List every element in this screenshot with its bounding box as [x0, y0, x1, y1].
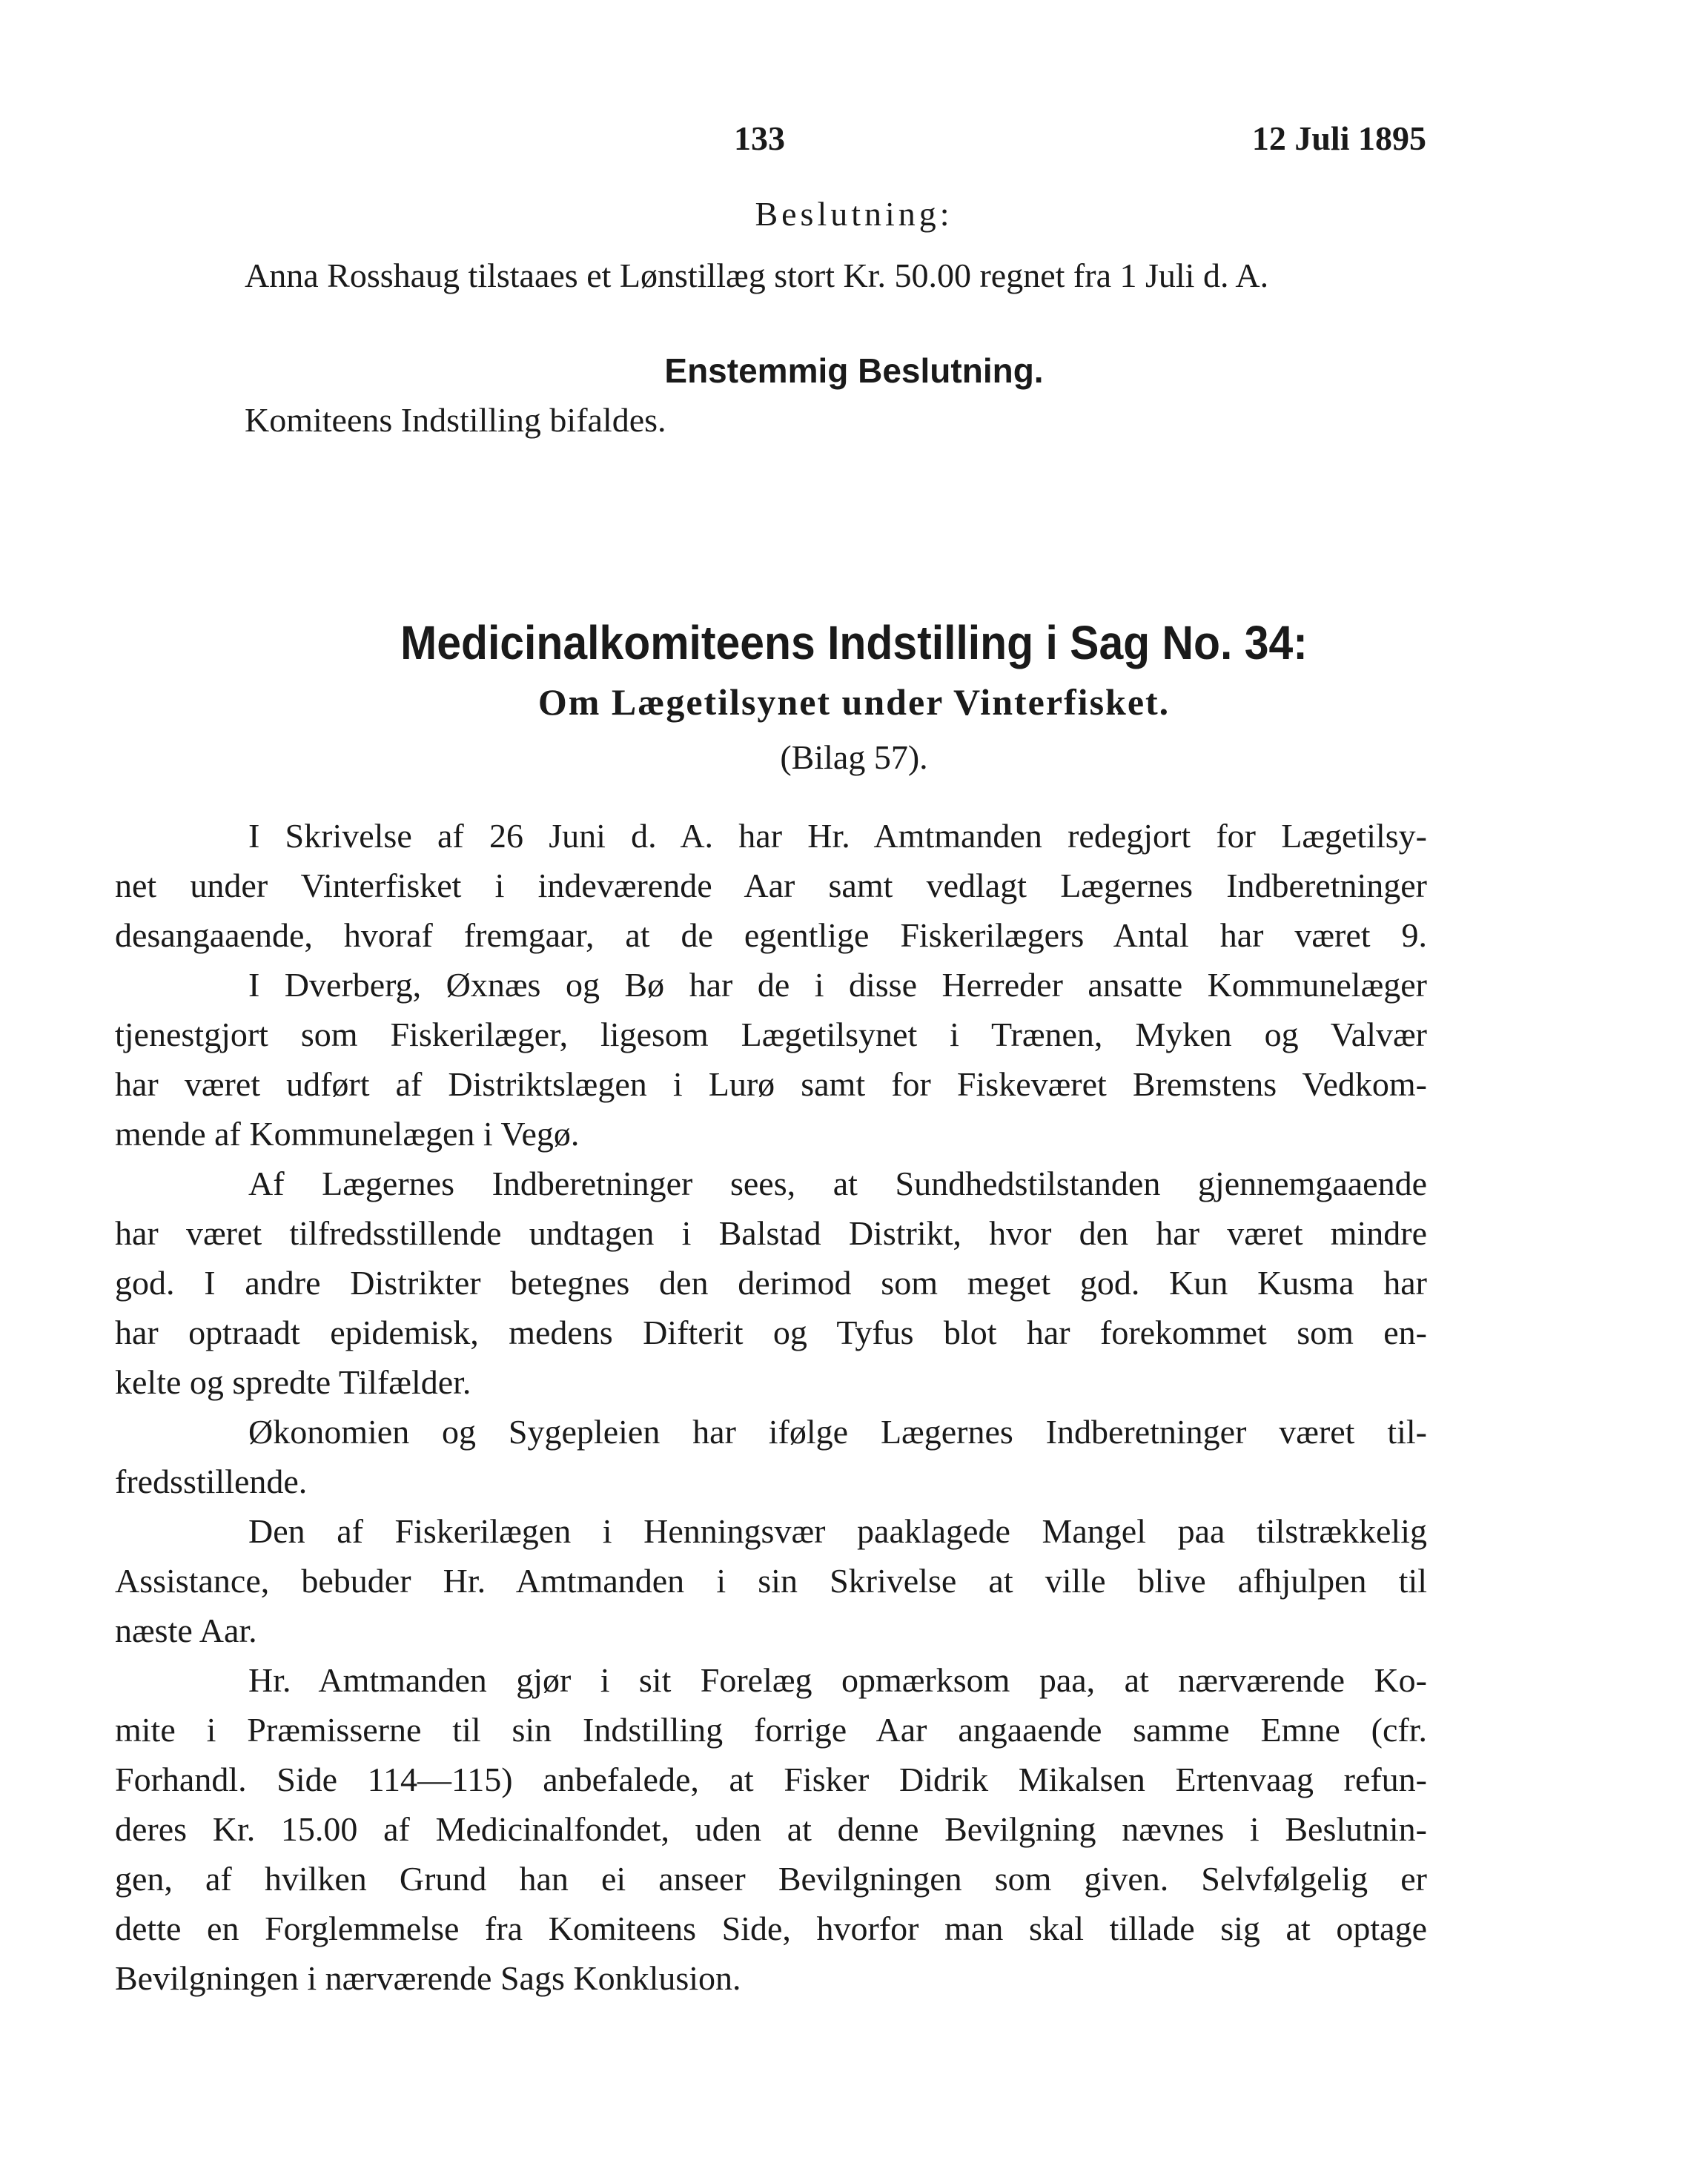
body-line: har optraadt epidemisk, medens Difterit og Tyfus blot har forekommet som en- [115, 1314, 1427, 1351]
body-line: tjenestgjort som Fiskerilæger, ligesom Lægetilsynet i Trænen, Myken og Valvær [115, 1016, 1427, 1053]
section-attachment-ref: (Bilag 57). [780, 738, 928, 776]
section-title: Medicinalkomiteens Indstilling i Sag No. 34: [400, 616, 1308, 669]
body-line: desangaaende, hvoraf fremgaar, at de egentlige Fiskerilægers Antal har været 9. [115, 916, 1427, 954]
unanimous-decision-label: Enstemmig Beslutning. [664, 351, 1044, 390]
body-line: Økonomien og Sygepleien har ifølge Lægernes Indberetninger været til- [248, 1413, 1427, 1451]
body-line: Assistance, bebuder Hr. Amtmanden i sin Skrivelse at ville blive afhjulpen til [115, 1562, 1427, 1600]
page-date: 12 Juli 1895 [1251, 119, 1426, 157]
section-subtitle: Om Lægetilsynet under Vinterfisket. [537, 681, 1171, 723]
decision-text: Anna Rosshaug tilstaaes et Lønstillæg stort Kr. 50.00 regnet fra 1 Juli d. A. [245, 256, 1269, 294]
body-line: næste Aar. [115, 1612, 257, 1649]
body-line: gen, af hvilken Grund han ei anseer Bevilgningen som given. Selvfølgelig er [115, 1860, 1427, 1898]
decision-label: Beslutning: [755, 195, 953, 233]
body-line: Den af Fiskerilægen i Henningsvær paaklagede Mangel paa tilstrækkelig [248, 1512, 1427, 1550]
body-line: Hr. Amtmanden gjør i sit Forelæg opmærksom paa, at nærværende Ko- [248, 1661, 1427, 1699]
body-line: god. I andre Distrikter betegnes den derimod som meget god. Kun Kusma har [115, 1264, 1427, 1302]
body-line: kelte og spredte Tilfælder. [115, 1363, 471, 1401]
body-line: deres Kr. 15.00 af Medicinalfondet, uden at denne Bevilgning nævnes i Beslutnin- [115, 1810, 1427, 1848]
body-line: I Skrivelse af 26 Juni d. A. har Hr. Amtmanden redegjort for Lægetilsy- [248, 817, 1427, 855]
body-line: mende af Kommunelægen i Vegø. [115, 1115, 580, 1153]
body-line: Bevilgningen i nærværende Sags Konklusion. [115, 1959, 741, 1997]
unanimous-decision-text: Komiteens Indstilling bifaldes. [245, 401, 666, 439]
body-line: I Dverberg, Øxnæs og Bø har de i disse Herreder ansatte Kommunelæger [248, 966, 1427, 1004]
body-line: Forhandl. Side 114—115) anbefalede, at Fisker Didrik Mikalsen Ertenvaag refun- [115, 1761, 1427, 1798]
body-line: net under Vinterfisket i indeværende Aar samt vedlagt Lægernes Indberetninger [115, 867, 1427, 904]
body-line: fredsstillende. [115, 1463, 308, 1500]
body-line: har været tilfredsstillende undtagen i Balstad Distrikt, hvor den har været mindre [115, 1214, 1427, 1252]
body-line: Af Lægernes Indberetninger sees, at Sundhedstilstanden gjennemgaaende [248, 1165, 1427, 1202]
body-line: mite i Præmisserne til sin Indstilling forrige Aar angaaende samme Emne (cfr. [115, 1711, 1427, 1749]
page-number: 133 [734, 119, 785, 157]
body-line: dette en Forglemmelse fra Komiteens Side, hvorfor man skal tillade sig at optage [115, 1910, 1427, 1947]
body-line: har været udført af Distriktslægen i Lurø samt for Fiskeværet Bremstens Vedkom- [115, 1065, 1427, 1103]
